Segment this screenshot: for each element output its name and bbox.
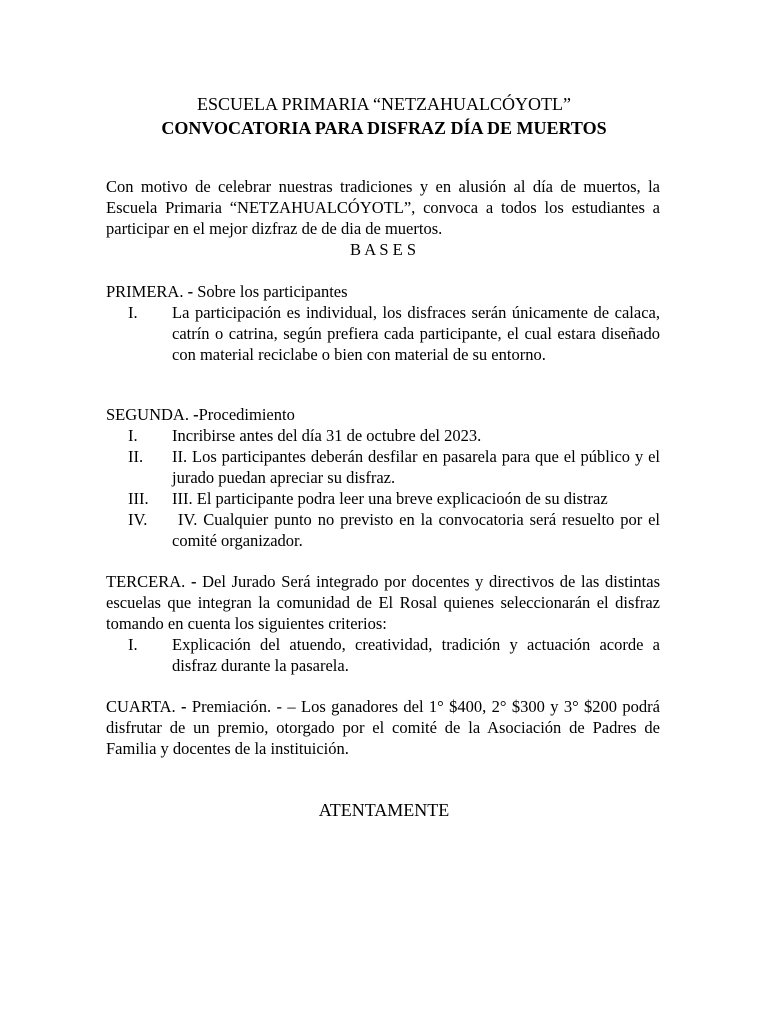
section-primera <box>106 281 660 365</box>
closing-salutation: ATENTAMENTE <box>318 800 450 820</box>
list-item <box>106 509 665 551</box>
section-segunda <box>106 404 665 551</box>
list-item <box>106 446 660 488</box>
section-cuarta-label: CUARTA. <box>106 697 176 716</box>
list-item-number: I. <box>128 303 138 322</box>
section-primera-label: PRIMERA. <box>106 282 184 301</box>
section-tercera-text: Del Jurado Será integrado por docentes y directivos de las distintas escuelas que integran la comunidad de El Rosal quienes seleccionarán el disfraz tomando en cuenta los siguientes criterios: <box>106 572 660 633</box>
list-item-text: La participación es individual, los disfraces serán únicamente de calaca, catrín o catrina, según prefiera cada participante, el cual estara diseñado con material reciclabe o bien con material de su entorno. <box>172 303 660 364</box>
section-cuarta-text: Premiación. - – Los ganadores del 1° $400, 2° $300 y 3° $200 podrá disfrutar de un premio, otorgado por el comité de la Asociación de Padres de Familia y docentes de la instituición. <box>106 697 660 758</box>
bases-heading: B A S E S <box>349 240 417 259</box>
section-cuarta <box>106 696 660 759</box>
list-item <box>106 425 660 446</box>
list-item-text: III. El participante podra leer una breve explicacioón de su distraz <box>172 489 608 508</box>
section-tercera-dash: - <box>185 572 203 591</box>
list-item <box>106 634 660 676</box>
section-segunda-label: SEGUNDA. <box>106 405 189 424</box>
list-item <box>106 302 660 365</box>
section-segunda-dash: - <box>188 405 199 424</box>
list-item-number: IV. <box>128 510 148 529</box>
section-tercera <box>106 571 660 676</box>
intro-paragraph: Con motivo de celebrar nuestras tradiciones y en alusión al día de muertos, la Escuela Primaria “NETZAHUALCÓYOTL”, convoca a todos los estudiantes a participar en el mejor dizfraz de de dia de muertos. <box>106 177 660 238</box>
list-item-number: I. <box>128 426 138 445</box>
section-cuarta-dash: - <box>175 697 192 716</box>
document-title: CONVOCATORIA PARA DISFRAZ DÍA DE MUERTOS <box>161 118 607 138</box>
section-tercera-paragraph <box>106 571 660 634</box>
section-segunda-title: Procedimiento <box>198 405 295 424</box>
list-item <box>106 488 660 509</box>
list-item-text: Incribirse antes del día 31 de octubre del 2023. <box>172 426 482 445</box>
school-name: ESCUELA PRIMARIA “NETZAHUALCÓYOTL” <box>197 94 571 114</box>
section-primera-dash: - <box>183 282 198 301</box>
list-item-text: Explicación del atuendo, creatividad, tradición y actuación acorde a disfraz durante la pasarela. <box>172 635 660 675</box>
section-primera-title: Sobre los participantes <box>197 282 348 301</box>
list-item-text: IV. Cualquier punto no previsto en la convocatoria será resuelto por el comité organizador. <box>172 510 665 550</box>
section-primera-heading <box>106 281 660 302</box>
list-item-text: II. Los participantes deberán desfilar en pasarela para que el público y el jurado puedan apreciar su disfraz. <box>172 447 660 487</box>
list-item-number: II. <box>128 447 144 466</box>
section-tercera-label: TERCERA. <box>106 572 186 591</box>
section-segunda-heading <box>106 404 660 425</box>
list-item-number: III. <box>128 489 149 508</box>
list-item-number: I. <box>128 635 138 654</box>
